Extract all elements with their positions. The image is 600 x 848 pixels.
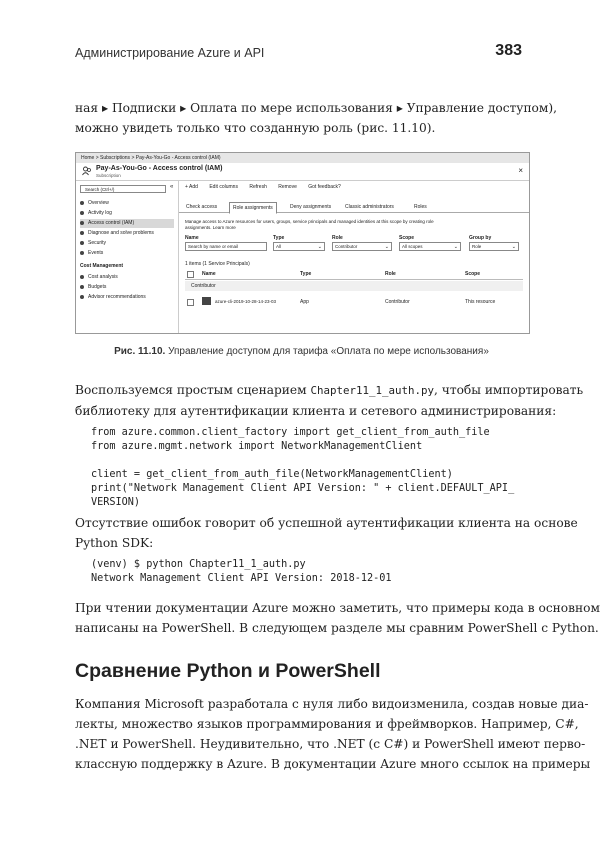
sidebar-item-cost-analysis[interactable]: Cost analysis (80, 273, 174, 282)
people-icon (82, 166, 92, 176)
text-line: .NET и PowerShell. Неудивительно, что .NET (с C#) и PowerShell имеют перво- (75, 737, 586, 751)
group-row: Contributor (185, 281, 523, 291)
paragraph-5 (75, 694, 591, 774)
text-line: Python SDK: (75, 536, 154, 550)
row-name: azure-cli-2019-10-28-14-23-03 (215, 299, 277, 304)
role-select[interactable]: Contributor ⌄ (332, 242, 392, 251)
name-search-input[interactable]: Search by name or email (185, 242, 267, 251)
code-block-2 (91, 558, 392, 586)
tab-deny-assignments[interactable]: Deny assignments (290, 204, 332, 210)
code-line: from azure.mgmt.network import NetworkManagementClient (91, 441, 423, 452)
chevron-down-icon: ⌄ (317, 244, 322, 250)
sidebar-item-advisor[interactable]: Advisor recommendations (80, 293, 174, 302)
type-select[interactable]: All ⌄ (273, 242, 325, 251)
figure-caption (75, 346, 528, 357)
filter-label-type: Type (273, 235, 285, 241)
intro-line: можно увидеть только что созданную роль (рис. 11.10). (75, 121, 436, 135)
filter-label-name: Name (185, 235, 199, 241)
chevron-down-icon: ⌄ (511, 244, 516, 250)
column-header-type: Type (300, 271, 312, 277)
feedback-button[interactable]: Got feedback? (308, 184, 341, 190)
running-header-title: Администрирование Azure и API (75, 46, 265, 60)
table-header (185, 269, 523, 280)
filter-label-group-by: Group by (469, 235, 492, 241)
code-line: print("Network Management Client API Version: " + client.DEFAULT_API_ (91, 483, 515, 494)
collapse-icon[interactable]: « (170, 184, 174, 190)
paragraph-4 (75, 598, 600, 638)
text-line: Воспользуемся простым сценарием Chapter11_1_auth.py, чтобы импортировать (75, 383, 584, 397)
row-role: Contributor (385, 299, 410, 305)
sidebar-item-overview[interactable]: Overview (80, 199, 174, 208)
advisor-icon (80, 295, 84, 299)
sidebar-item-security[interactable]: Security (80, 239, 174, 248)
chevron-down-icon: ⌄ (384, 244, 389, 250)
text-line: При чтении документации Azure можно заметить, что примеры кода в основном (75, 601, 600, 615)
text-line: Компания Microsoft разработала с нуля либо видоизменила, создав новые диа- (75, 697, 589, 711)
chevron-down-icon: ⌄ (453, 244, 458, 250)
search-input[interactable]: Search (Ctrl+/) (80, 185, 166, 193)
select-all-checkbox[interactable] (187, 271, 194, 278)
diagnose-icon (80, 231, 84, 235)
breadcrumb[interactable]: Home > Subscriptions > Pay-As-You-Go - Access control (IAM) (76, 153, 529, 163)
budgets-icon (80, 285, 84, 289)
caption-text: Управление доступом для тарифа «Оплата по мере использования» (168, 346, 489, 357)
shield-icon (80, 241, 84, 245)
row-scope: This resource (465, 299, 496, 305)
row-type: App (300, 299, 309, 305)
remove-button[interactable]: Remove (278, 184, 297, 190)
refresh-button[interactable]: Refresh (249, 184, 267, 190)
code-line: VERSION) (91, 497, 141, 508)
tab-role-assignments[interactable]: Role assignments (229, 202, 277, 214)
sidebar-item-budgets[interactable]: Budgets (80, 283, 174, 292)
sidebar-item-access-control[interactable]: Access control (IAM) (80, 219, 174, 228)
sidebar (76, 181, 179, 333)
access-control-icon (80, 221, 84, 225)
blade-subtitle: Subscription (96, 173, 121, 178)
text-line: библиотеку для аутентификации клиента и сетевого администрирования: (75, 404, 557, 418)
code-line: from azure.common.client_factory import get_client_from_auth_file (91, 427, 490, 438)
column-header-role: Role (385, 271, 396, 277)
text-line: лекты, множество языков программирования и фреймворков. Например, C#, (75, 717, 579, 731)
tab-roles[interactable]: Roles (414, 204, 427, 210)
cost-analysis-icon (80, 275, 84, 279)
column-header-name: Name (202, 271, 216, 277)
code-block-1 (91, 426, 514, 510)
cost-management-heading: Cost Management (80, 263, 124, 269)
inline-code: Chapter11_1_auth.py (310, 384, 435, 397)
section-heading: Сравнение Python и PowerShell (75, 660, 381, 682)
tab-bar (179, 201, 529, 213)
group-by-select[interactable]: Role ⌄ (469, 242, 519, 251)
tab-classic-administrators[interactable]: Classic administrators (345, 204, 394, 210)
app-icon (202, 297, 211, 305)
description: Manage access to Azure resources for users, groups, service principals and managed identities at this scope by creating role assignments. Learn more (185, 219, 434, 230)
sidebar-item-diagnose[interactable]: Diagnose and solve problems (80, 229, 174, 238)
add-button[interactable]: + Add (185, 184, 198, 190)
toolbar (185, 184, 351, 190)
intro-line: ная ▸ Подписки ▸ Оплата по мере использования ▸ Управление доступом), (75, 101, 558, 115)
tab-check-access[interactable]: Check access (186, 204, 218, 210)
code-line: Network Management Client API Version: 2018-12-01 (91, 573, 392, 584)
paragraph-3 (75, 513, 578, 553)
activity-log-icon (80, 211, 84, 215)
intro-paragraph (75, 98, 558, 138)
blade-title: Pay-As-You-Go - Access control (IAM) (96, 165, 223, 172)
page-number: 383 (495, 42, 522, 59)
caption-label: Рис. 11.10. (114, 346, 166, 357)
code-line: client = get_client_from_auth_file(NetworkManagementClient) (91, 469, 453, 480)
code-line: (venv) $ python Chapter11_1_auth.py (91, 559, 306, 570)
text-line: написаны на PowerShell. В следующем разделе мы сравним PowerShell с Python. (75, 621, 599, 635)
column-header-scope: Scope (465, 271, 481, 277)
text-line: Отсутствие ошибок говорит об успешной аутентификации клиента на основе (75, 516, 578, 530)
sidebar-item-activity-log[interactable]: Activity log (80, 209, 174, 218)
main-pane (179, 181, 529, 333)
filter-label-role: Role (332, 235, 343, 241)
edit-columns-button[interactable]: Edit columns (209, 184, 238, 190)
scope-select[interactable]: All scopes ⌄ (399, 242, 461, 251)
bolt-icon (80, 251, 84, 255)
paragraph-2 (75, 380, 584, 421)
overview-icon (80, 201, 84, 205)
close-icon[interactable]: × (518, 166, 523, 175)
iam-screenshot (75, 152, 530, 334)
items-count: 1 items (1 Service Principals) (185, 261, 250, 267)
row-checkbox[interactable] (187, 299, 194, 306)
sidebar-item-events[interactable]: Events (80, 249, 174, 258)
text-line: классную поддержку в Azure. В документации Azure много ссылок на примеры (75, 757, 591, 771)
blade-titlebar (76, 163, 529, 181)
filter-label-scope: Scope (399, 235, 415, 241)
table-row[interactable] (185, 295, 523, 309)
